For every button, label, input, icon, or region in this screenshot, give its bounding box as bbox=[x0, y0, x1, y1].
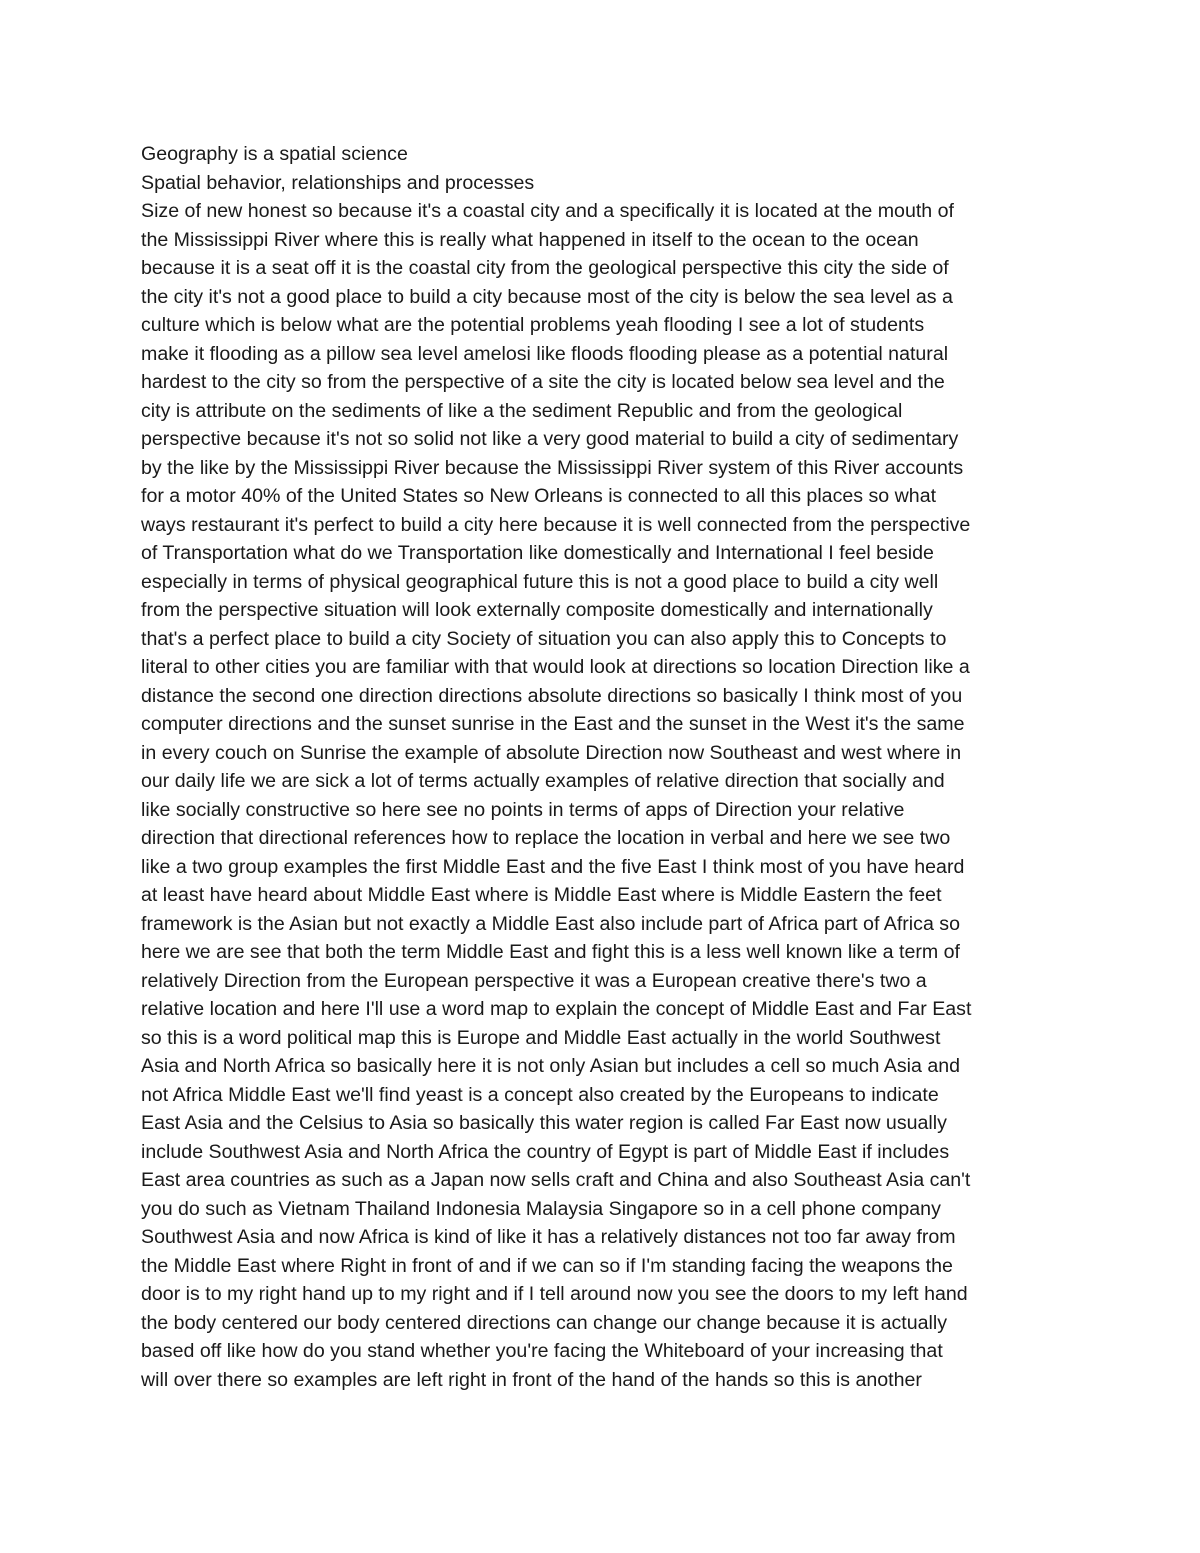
text-line: the Mississippi River where this is really what happened in itself to the ocean to the ocean bbox=[141, 228, 919, 251]
document-subheading: Spatial behavior, relationships and processes bbox=[141, 171, 535, 194]
text-line: door is to my right hand up to my right and if I tell around now you see the doors to my left hand bbox=[141, 1283, 968, 1305]
text-line: that's a perfect place to build a city Society of situation you can also apply this to Concepts to bbox=[141, 627, 947, 650]
text-line: like a two group examples the first Middle East and the five East I think most of you have heard bbox=[141, 855, 965, 878]
text-line: include Southwest Asia and North Africa the country of Egypt is part of Middle East if includes bbox=[141, 1140, 950, 1163]
text-line: at least have heard about Middle East where is Middle East where is Middle Eastern the feet bbox=[141, 884, 942, 906]
text-line: like socially constructive so here see no points in terms of apps of Direction your relative bbox=[141, 798, 905, 821]
text-line: our daily life we are sick a lot of terms actually examples of relative direction that socially and bbox=[141, 770, 945, 792]
text-line: for a motor 40% of the United States so New Orleans is connected to all this places so what bbox=[141, 485, 937, 507]
text-line: Asia and North Africa so basically here it is not only Asian but includes a cell so much Asia and bbox=[141, 1055, 961, 1077]
text-line: based off like how do you stand whether you're facing the Whiteboard of your increasing that bbox=[141, 1340, 943, 1362]
text-line: will over there so examples are left right in front of the hand of the hands so this is another bbox=[141, 1368, 922, 1391]
text-line: framework is the Asian but not exactly a Middle East also include part of Africa part of Africa so bbox=[141, 912, 960, 935]
text-line: because it is a seat off it is the coastal city from the geological perspective this city the side of bbox=[141, 257, 949, 279]
text-line: culture which is below what are the potential problems yeah flooding I see a lot of students bbox=[141, 314, 925, 336]
text-line: distance the second one direction directions absolute directions so basically I think most of you bbox=[141, 684, 963, 707]
text-line: so this is a word political map this is Europe and Middle East actually in the world Southwest bbox=[141, 1026, 941, 1049]
text-line: city is attribute on the sediments of like a the sediment Republic and from the geological bbox=[141, 399, 903, 422]
text-line: you do such as Vietnam Thailand Indonesia Malaysia Singapore so in a cell phone company bbox=[141, 1197, 941, 1220]
text-line: relatively Direction from the European perspective it was a European creative there's two a bbox=[141, 969, 927, 992]
text-line: ways restaurant it's perfect to build a city here because it is well connected from the perspective bbox=[141, 513, 971, 536]
text-line: relative location and here I'll use a word map to explain the concept of Middle East and Far East bbox=[141, 998, 972, 1020]
text-line: make it flooding as a pillow sea level amelosi like floods flooding please as a potential natural bbox=[141, 342, 949, 365]
text-line: the Middle East where Right in front of and if we can so if I'm standing facing the weapons the bbox=[141, 1254, 953, 1277]
text-line: East Asia and the Celsius to Asia so basically this water region is called Far East now usually bbox=[141, 1112, 947, 1134]
text-line: here we are see that both the term Middle East and fight this is a less well known like a term of bbox=[141, 941, 960, 963]
text-line: direction that directional references how to replace the location in verbal and here we see two bbox=[141, 827, 951, 849]
text-line: hardest to the city so from the perspective of a site the city is located below sea level and the bbox=[141, 371, 945, 393]
text-line: literal to other cities you are familiar with that would look at directions so location Direction like a bbox=[141, 656, 970, 678]
text-line: Southwest Asia and now Africa is kind of like it has a relatively distances not too far away from bbox=[141, 1226, 956, 1248]
text-line: not Africa Middle East we'll find yeast is a concept also created by the Europeans to indicate bbox=[141, 1083, 939, 1106]
text-line: in every couch on Sunrise the example of absolute Direction now Southeast and west where in bbox=[141, 741, 962, 764]
text-line: of Transportation what do we Transportation like domestically and International I feel beside bbox=[141, 542, 934, 564]
text-line: East area countries as such as a Japan now sells craft and China and also Southeast Asia can't bbox=[141, 1169, 971, 1191]
document-heading: Geography is a spatial science bbox=[141, 143, 408, 165]
text-line: from the perspective situation will look externally composite domestically and internationally bbox=[141, 599, 933, 621]
document-body bbox=[141, 140, 1071, 1394]
text-line: by the like by the Mississippi River because the Mississippi River system of this River accounts bbox=[141, 456, 964, 479]
text-line: perspective because it's not so solid not like a very good material to build a city of sedimentary bbox=[141, 428, 959, 450]
text-line: the body centered our body centered directions can change our change because it is actually bbox=[141, 1311, 948, 1334]
text-line: computer directions and the sunset sunrise in the East and the sunset in the West it's the same bbox=[141, 713, 965, 735]
text-line: especially in terms of physical geographical future this is not a good place to build a city well bbox=[141, 570, 939, 593]
text-line: Size of new honest so because it's a coastal city and a specifically it is located at the mouth of bbox=[141, 200, 954, 222]
text-line: the city it's not a good place to build a city because most of the city is below the sea level as a bbox=[141, 285, 953, 308]
